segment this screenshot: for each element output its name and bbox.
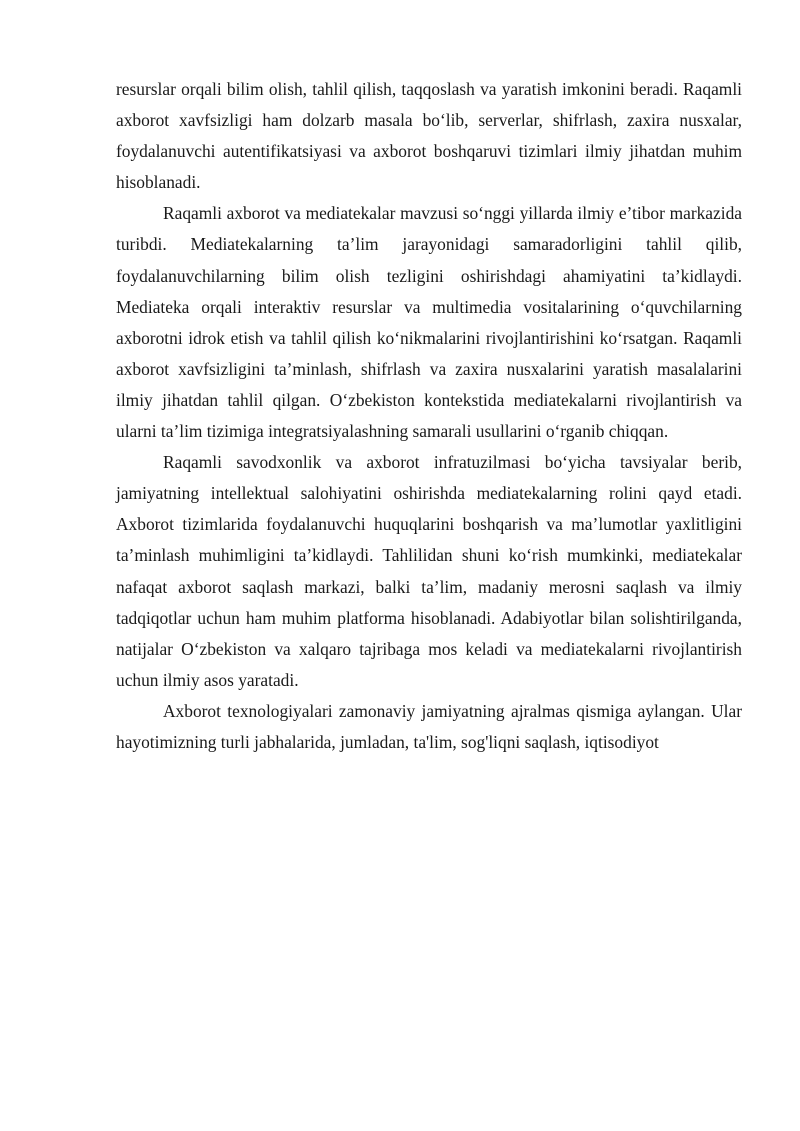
document-page (116, 74, 742, 758)
paragraph-2: Raqamli axborot va mediatekalar mavzusi so‘nggi yillarda ilmiy e’tibor markazida turibdi. Mediatekalarning ta’lim jarayonidagi samaradorligini tahlil qilib, foydalanuvchilarning bilim olish tezligini oshirishdagi ahamiyatini ta’kidlaydi. Mediateka orqali interaktiv resurslar va multimedia vositalarining o‘quvchilarning axborotni idrok etish va tahlil qilish ko‘nikmalarini rivojlantirishini ko‘rsatgan. Raqamli axborot xavfsizligini ta’minlash, shifrlash va zaxira nusxalarini yaratish masalalarini ilmiy jihatdan tahlil qilgan. O‘zbekiston kontekstida mediatekalarni rivojlantirish va ularni ta’lim tizimiga integratsiyalashning samarali usullarini o‘rganib chiqqan. (116, 203, 742, 442)
paragraph-1: resurslar orqali bilim olish, tahlil qilish, taqqoslash va yaratish imkonini beradi. Raqamli axborot xavfsizligi ham dolzarb masala bo‘lib, serverlar, shifrlash, zaxira nusxalar, foydalanuvchi autentifikatsiyasi va axborot boshqaruvi tizimlari ilmiy jihatdan muhim hisoblanadi. (116, 79, 742, 193)
paragraph-3: Raqamli savodxonlik va axborot infratuzilmasi bo‘yicha tavsiyalar berib, jamiyatning intellektual salohiyatini oshirishda mediatekalarning rolini qayd etadi. Axborot tizimlarida foydalanuvchi huquqlarini boshqarish va ma’lumotlar yaxlitligini ta’minlash muhimligini ta’kidlaydi. Tahlilidan shuni ko‘rish mumkinki, mediatekalar nafaqat axborot saqlash markazi, balki ta’lim, madaniy merosni saqlash va ilmiy tadqiqotlar uchun ham muhim platforma hisoblanadi. Adabiyotlar bilan solishtirilganda, natijalar O‘zbekiston va xalqaro tajribaga mos keladi va mediatekalarni rivojlantirish uchun ilmiy asos yaratadi. (116, 452, 742, 690)
paragraph-4: Axborot texnologiyalari zamonaviy jamiyatning ajralmas qismiga aylangan. Ular hayotimizning turli jabhalarida, jumladan, ta'lim, sog'liqni saqlash, iqtisodiyot (116, 700, 742, 752)
